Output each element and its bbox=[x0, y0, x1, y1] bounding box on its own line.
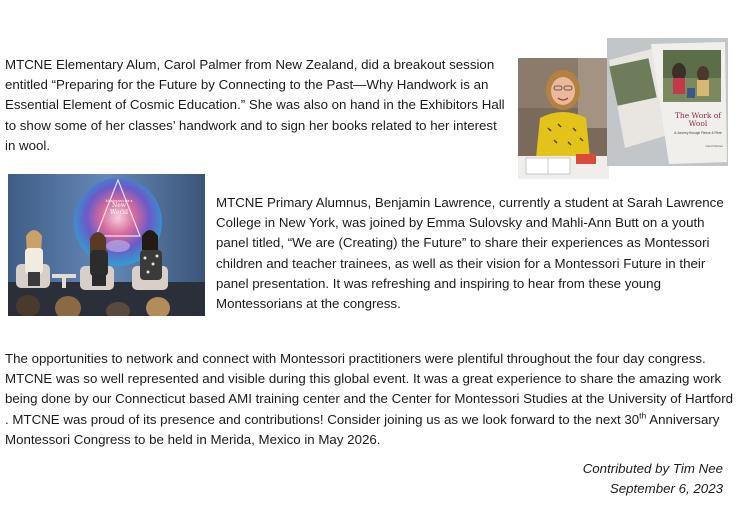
stage-text-world: World bbox=[110, 208, 128, 216]
book-author: Carol Palmer bbox=[705, 144, 723, 148]
photo-youth-panel bbox=[8, 174, 205, 316]
date-line: September 6, 2023 bbox=[609, 481, 723, 496]
stage-text-top: Montessori for a bbox=[105, 199, 133, 203]
stage-backdrop-text bbox=[104, 199, 134, 216]
paragraph-youth-panel: MTCNE Primary Alumnus, Benjamin Lawrence, currently a student at Sarah Lawrence College in New York, was joined by Emma Sulovsky and Mahli-Ann Butt on a youth panel titled, “We are (Creating) the Future” to share their experiences as Montessori children and teacher trainees, as well as their vision for a Montessori Future in their panel presentation. It was refreshing and inspiring to hear from these young Montessorians at the congress. bbox=[216, 195, 724, 312]
paragraph-carol-palmer: MTCNE Elementary Alum, Carol Palmer from New Zealand, did a breakout session entitled “Preparing for the Future by Connecting to the Past—Why Handwork is an Essential Element of Cosmic Education.” She was also on hand in the Exhibitors Hall to show some of her classes’ handwork and to sign her books related to her interest in wool. bbox=[5, 57, 505, 153]
photo-book-work-of-wool bbox=[607, 38, 728, 166]
book-title: The Work of Wool bbox=[674, 111, 722, 128]
paragraph-closing bbox=[5, 349, 737, 450]
contributor-line: Contributed by Tim Nee bbox=[582, 461, 723, 476]
closing-text-end: Anniversary Montessori Congress to be held in Merida, Mexico in May 2026. bbox=[5, 411, 720, 447]
ordinal-suffix: th bbox=[639, 410, 647, 421]
photo-carol-palmer bbox=[518, 58, 609, 179]
closing-text-start: The opportunities to network and connect with Montessori practitioners were plentiful throughout the four day congress. MTCNE was so well represented and visible during this global event. It was a great experience to share the amazing work being done by our Connecticut based AMI training center and the Center for Montessori Studies at the University of Hartford . MTCNE was proud of its presence and contributions! Consider joining us as we look forward to the next 30 bbox=[5, 351, 734, 427]
stage-text-new: New bbox=[112, 202, 126, 209]
book-subtitle: A Journey through Fleece & Fibre bbox=[674, 131, 722, 135]
